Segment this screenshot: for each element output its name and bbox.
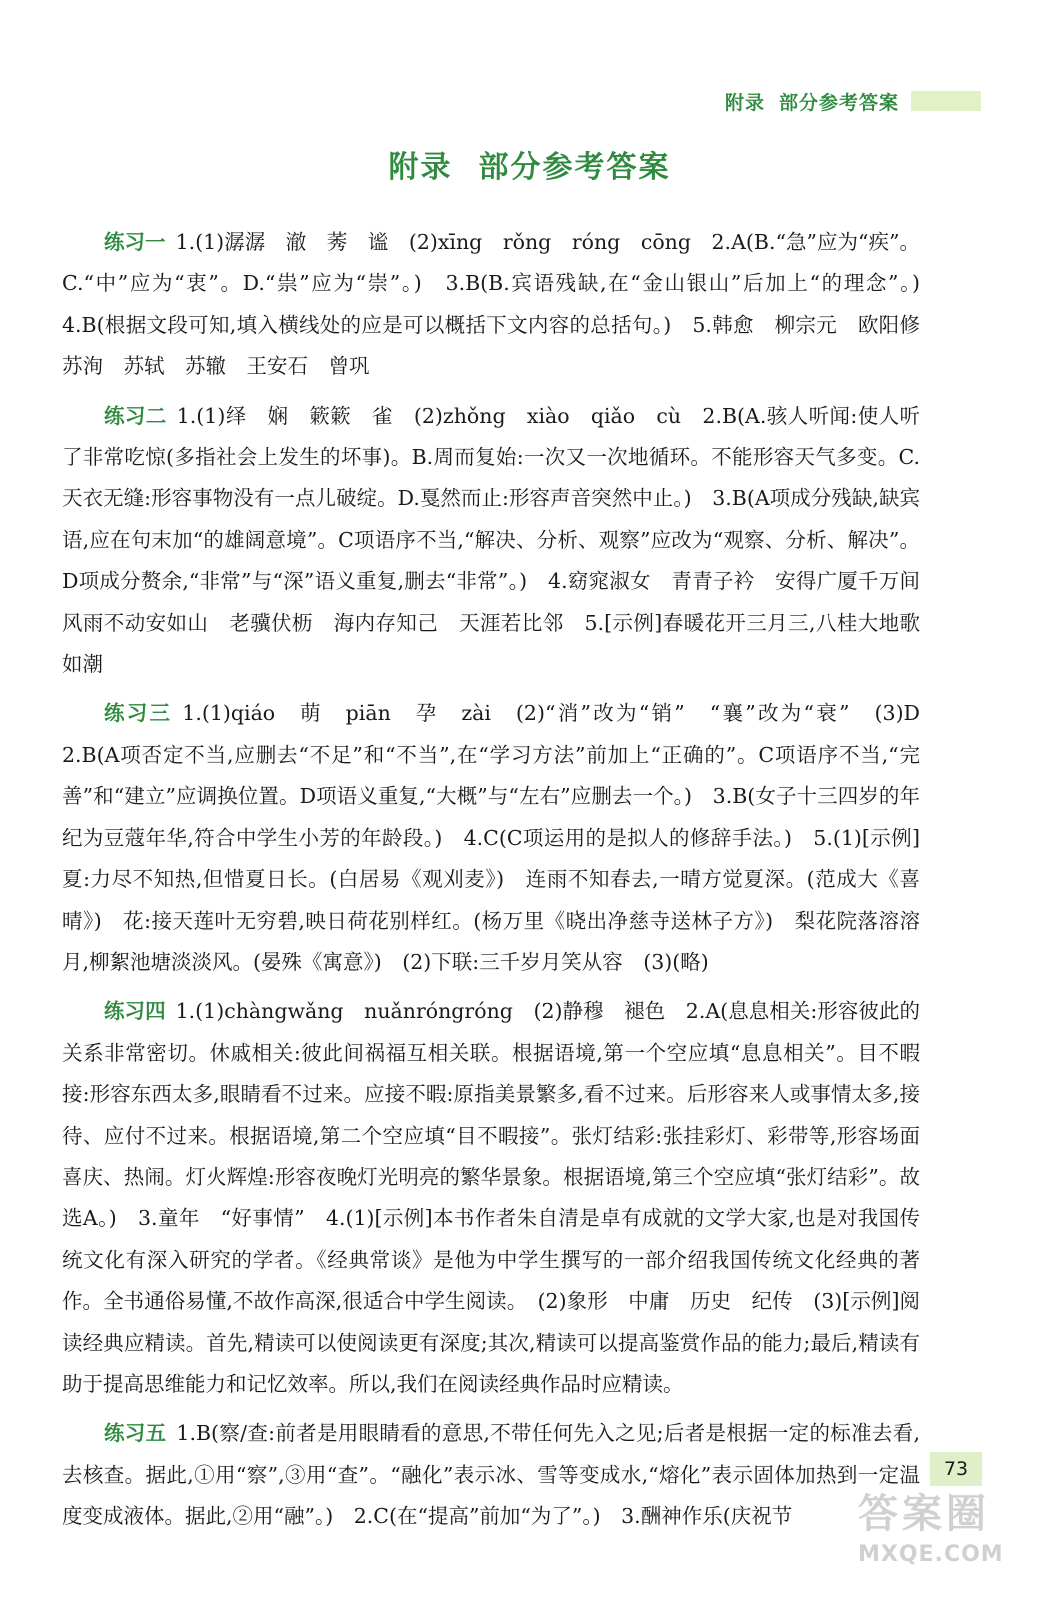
exercise-label: 练习一: [104, 230, 166, 254]
page-title: [0, 142, 1059, 186]
exercise-label: 练习三: [104, 701, 173, 726]
watermark-top-text: 答案圈: [858, 1491, 990, 1537]
page-title-part1: 附录: [388, 150, 453, 185]
exercise-text: 1.(1)潺潺 澈 莠 谧 (2)xīng rǒng róng cōng 2.A(B.“急”应为“疾”。C.“中”应为“衷”。D.“祟”应为“崇”。) 3.B(B.宾语残缺,在“金山银山”后加上“的理念”。) 4.B(根据文段可知,填入横线处的应是可以概括下文内容的总括句。) 5.韩愈 柳宗元 欧阳修 苏洵 苏轼 苏辙 王安石 曾巩: [62, 230, 941, 379]
running-header-title: 部分参考答案: [778, 91, 899, 114]
exercise-text: 1.(1)绎 娴 簌簌 雀 (2)zhǒng xiào qiǎo cù 2.B(A.骇人听闻:使人听了非常吃惊(多指社会上发生的坏事)。B.周而复始:一次又一次地循环。不能形容天气多变。C.天衣无缝:形容事物没有一点儿破绽。D.戛然而止:形容声音突然中止。) 3.B(A项成分残缺,缺宾语,应在句末加“的雄阔意境”。C项语序不当,“解决、分析、观察”应改为“观察、分析、解决”。D项成分赘余,“非常”与“深”语义重复,删去“非常”。) 4.窈窕淑女 青青子衿 安得广厦千万间 风雨不动安如山 老骥伏枥 海内存知己 天涯若比邻 5.[示例]春暖花开三月三,八桂大地歌如潮: [62, 403, 941, 677]
watermark-bottom-text: MXQE.COM: [858, 1542, 1004, 1567]
running-header-decoration: [911, 91, 981, 111]
exercise-label: 练习五: [104, 1421, 167, 1446]
exercise-1: [62, 222, 941, 388]
exercise-text: 1.B(察/查:前者是用眼睛看的意思,不带任何先入之见;后者是根据一定的标准去看,去核查。据此,①用“察”,③用“查”。“融化”表示冰、雪等变成水,“熔化”表示固体加热到一定温度变成液体。据此,②用“融”。) 2.C(在“提高”前加“为了”。) 3.酬神作乐(庆祝节: [62, 1421, 921, 1529]
running-header: [725, 88, 981, 114]
watermark-logo: [858, 1488, 1028, 1584]
running-header-text: [725, 88, 899, 115]
exercise-2: [62, 396, 941, 686]
exercise-label: 练习四: [104, 999, 166, 1024]
page-title-part2: 部分参考答案: [478, 150, 671, 185]
exercise-5: [62, 1413, 920, 1537]
exercise-3: [62, 693, 941, 983]
page-number: 73: [930, 1452, 982, 1486]
exercise-label: 练习二: [104, 403, 167, 428]
running-header-section: 附录: [724, 91, 765, 114]
exercise-4: [62, 991, 920, 1405]
exercise-text: 1.(1)chàngwǎng nuǎnróngróng (2)静穆 褪色 2.A(息息相关:形容彼此的关系非常密切。休戚相关:彼此间祸福互相关联。根据语境,第一个空应填“息息相关”。目不暇接:形容东西太多,眼睛看不过来。应接不暇:原指美景繁多,看不过来。后形容来人或事情太多,接待、应付不过来。根据语境,第二个空应填“目不暇接”。张灯结彩:张挂彩灯、彩带等,形容场面喜庆、热闹。灯火辉煌:形容夜晚灯光明亮的繁华景象。根据语境,第三个空应填“张灯结彩”。故选A。) 3.童年 “好事情” 4.(1)[示例]本书作者朱自清是卓有成就的文学大家,也是对我国传统文化有深入研究的学者。《经典常谈》是他为中学生撰写的一部介绍我国传统文化经典的著作。全书通俗易懂,不故作高深,很适合中学生阅读。 (2)象形 中庸 历史 纪传 (3)[示例]阅读经典应精读。首先,精读可以使阅读更有深度;其次,精读可以提高鉴赏作品的能力;最后,精读有助于提高思维能力和记忆效率。所以,我们在阅读经典作品时应精读。: [62, 999, 920, 1396]
exercise-text: 1.(1)qiáo 萌 piān 孕 zài (2)“消”改为“销” “襄”改为“衰” (3)D 2.B(A项否定不当,应删去“不足”和“不当”,在“学习方法”前加上“正确的”。C项语序不当,“完善”和“建立”应调换位置。D项语义重复,“大概”与“左右”应删去一个。) 3.B(女子十三四岁的年纪为豆蔻年华,符合中学生小芳的年龄段。) 4.C(C项运用的是拟人的修辞手法。) 5.(1)[示例]夏:力尽不知热,但惜夏日长。(白居易《观刈麦》) 连雨不知春去,一晴方觉夏深。(范成大《喜晴》) 花:接天莲叶无穷碧,映日荷花别样红。(杨万里《晓出净慈寺送林子方》) 梨花院落溶溶月,柳絮池塘淡淡风。(晏殊《寓意》) (2)下联:三千岁月笑从容 (3)(略): [62, 701, 941, 974]
